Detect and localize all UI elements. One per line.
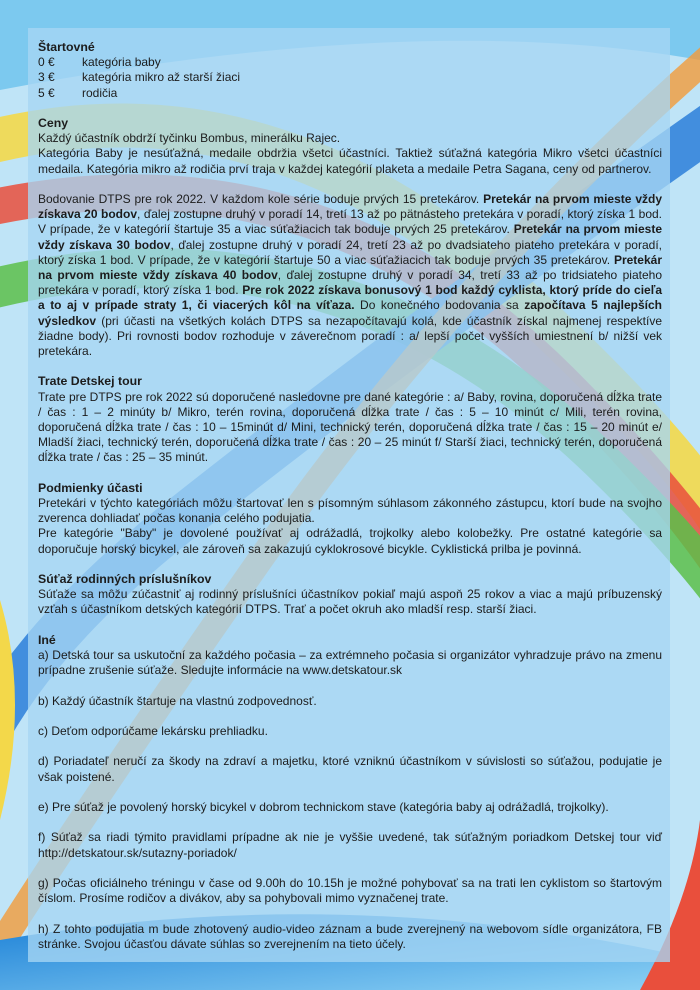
scoring-text: Bodovanie DTPS pre rok 2022. V každom kole série boduje prvých 15 pretekárov. <box>38 192 484 206</box>
fee-row <box>38 55 662 70</box>
scoring-text: , ďalej zostupne druhý v poradí 14, tretí 13 až po pätnásteho pretekára v poradí, ktorý získa 1 bod. V prípade, že v kategórií štartuje 35 a viac súťažiacich tak boduje prvých 25 pretekárov. <box>38 207 662 237</box>
fee-label: kategória baby <box>82 55 161 70</box>
other-item-d: d) Poriadateľ neručí za škody na zdraví a majetku, ktoré vzniknú účastníkom v súvislosti so súťažou, podujatie je však poistené. <box>38 754 662 784</box>
scoring-text: (pri účasti na všetkých kolách DTPS sa nezapočítavajú kolá, kde účastník získal najmenej respektíve žiadne body). Pri rovnosti bodov rozhoduje v záverečnom poradí : a/ lepší počet vyšších umiestnení b/ nižší vek pretekára. <box>38 313 662 359</box>
family-heading: Súťaž rodinných príslušníkov <box>38 572 212 587</box>
other-heading: Iné <box>38 632 56 647</box>
other-item-e: e) Pre súťaž je povolený horský bicykel v dobrom technickom stave (kategória baby aj odrážadlá, trojkolky). <box>38 800 609 814</box>
other-section <box>38 633 662 952</box>
other-item-c: c) Deťom odporúčame lekársku prehliadku. <box>38 724 268 739</box>
conditions-paragraph: Pretekári v týchto kategóriách môžu štartovať len s písomným súhlasom zákonného zástupcu, ktorí bude na svojho zverenca dohliadať počas konania celého podujatia. <box>38 496 662 526</box>
fee-label: rodičia <box>82 85 118 100</box>
other-item-b: b) Každý účastník štartuje na vlastnú zodpovednosť. <box>38 693 317 708</box>
conditions-heading: Podmienky účasti <box>38 480 143 495</box>
scoring-paragraph <box>38 192 662 359</box>
fee-price: 0 € <box>38 55 55 70</box>
fee-price: 5 € <box>38 85 55 100</box>
scoring-highlight: Pretekár na prvom mieste vždy získava 20 bodov <box>38 192 662 222</box>
tracks-paragraph: Trate pre DTPS pre rok 2022 sú doporučené nasledovne pre dané kategórie : a/ Baby, rovina, doporučená dĺžka trate / čas : 1 – 2 minúty b/ Mikro, terén rovina, doporučená dĺžka trate / čas : 5 – 10 minút c/ Mili, terén rovina, doporučená dĺžka trate / čas : 10 – 15minút d/ Mini, technický terén, doporučená dĺžka trate / čas : 15 – 20 minút e/ Mladší žiaci, technický terén, doporučená dĺžka trate / čas : 20 – 25 minút f/ Starší žiaci, technický terén, doporučená dĺžka trate / čas : 25 – 35 minút. <box>38 389 662 465</box>
scoring-highlight: započítava 5 najlepších výsledkov <box>38 298 662 328</box>
fee-row <box>38 70 662 85</box>
other-item-g: g) Počas oficiálneho tréningu v čase od 9.00h do 10.15h je možné pohybovať sa na trati len cyklistom so štartovým číslom. Prosíme rodičov a divákov, aby sa pohybovali mimo vyznačenej trate. <box>38 875 662 906</box>
conditions-section <box>38 481 662 557</box>
fee-row <box>38 86 662 101</box>
other-item-f: f) Súťaž sa riadi týmito pravidlami prípadne ak nie je vyššie uvedené, tak súťažným poriadkom Detskej tour viď http://detskatour.sk/sutazny-poriadok/ <box>38 830 662 860</box>
family-section <box>38 572 662 618</box>
family-paragraph: Súťaže sa môžu zúčastniť aj rodinný príslušníci účastníkov pokiaľ majú aspoň 25 rokov a viac a majú príbuzenský vzťah s účastníkom detských kategórií DTPS. Trať a počet okruh ako mladší resp. starší žiaci. <box>38 587 662 617</box>
conditions-paragraph: Pre kategórie "Baby" je dovolené používať aj odrážadlá, trojkolky alebo kolobežky. Pre ostatné kategórie sa doporučuje horský bicykel, ale zároveň sa zakazujú cyklokrosové bicykle. Cyklistická prilba je povinná. <box>38 526 662 556</box>
scoring-section <box>38 192 662 359</box>
prizes-paragraph: Každý účastník obdrží tyčinku Bombus, minerálku Rajec. <box>38 131 341 146</box>
scoring-text: , ďalej zostupne druhý v poradí 34, tretí 33 až po tridsiateho piateho pretekára v poradí, ktorý získa 1 bod. <box>38 268 662 298</box>
fees-section <box>38 40 662 101</box>
fees-heading: Štartovné <box>38 40 95 54</box>
fee-price: 3 € <box>38 70 55 85</box>
prizes-section <box>38 116 662 177</box>
scoring-highlight: Pretekár na prvom mieste vždy získava 30 bodov <box>38 222 662 252</box>
prizes-paragraph: Kategória Baby je nesúťažná, medaile obdržia všetci účastníci. Taktiež súťažná kategória Mikro všetci účastníci medaila. Kategória mikro až rodičia prví traja v každej kategórií plaketa a medaile Petra Sagana, ceny od partnerov. <box>38 146 662 176</box>
scoring-text: Do konečného bodovania sa <box>354 298 525 313</box>
tracks-heading: Trate Detskej tour <box>38 374 142 389</box>
prizes-heading: Ceny <box>38 116 69 130</box>
scoring-highlight: Pretekár na prvom mieste vždy získava 40 bodov <box>38 252 662 283</box>
tracks-section <box>38 374 662 465</box>
fee-label: kategória mikro až starší žiaci <box>82 70 241 85</box>
other-item-h: h) Z tohto podujatia m bude zhotovený audio-video záznam a bude zverejnený na webovom sídle organizátora, FB stránke. Svojou účasťou dávate súhlas so zverejnením na tieto účely. <box>38 921 662 951</box>
other-item-a: a) Detská tour sa uskutoční za každého počasia – za extrémneho počasia si organizátor vyhradzuje právo na zmenu prípadne zrušenie súťaže. Sledujte informácie na www.detskatour.sk <box>38 648 662 678</box>
document-body <box>38 40 662 952</box>
scoring-text: , ďalej zostupne druhý v poradí 24, tretí 23 až po dvadsiateho piateho pretekára v poradí, ktorý získa 1 bod. V prípade, že v kategórií štartuje 50 a viac súťažiacich tak boduje prvých 35 pretekárov. <box>38 237 662 267</box>
scoring-highlight: Pre rok 2022 získava bonusový 1 bod každý cyklista, ktorý príde do cieľa a to aj v prípade straty 1, či viacerých kôl na víťaza. <box>38 283 662 313</box>
